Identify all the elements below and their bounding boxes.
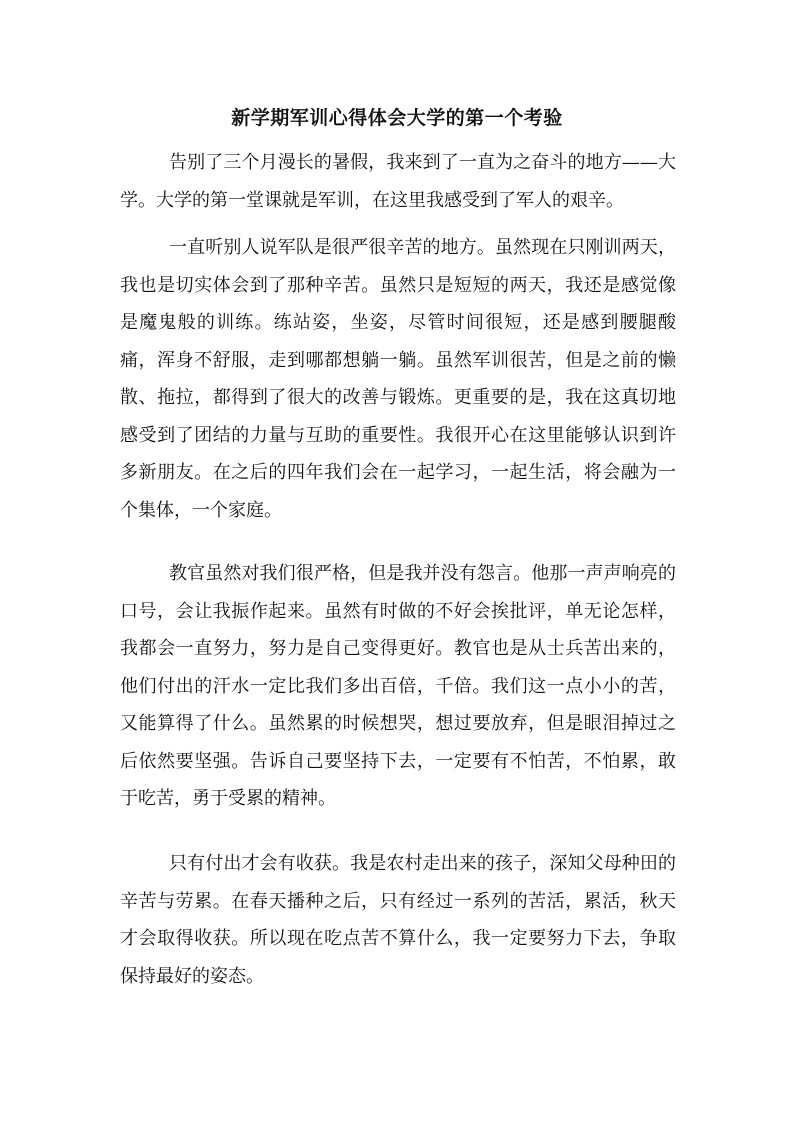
paragraph-1: 告别了三个月漫长的暑假，我来到了一直为之奋斗的地方——大学。大学的第一堂课就是军训，在这里我感受到了军人的艰辛。 xyxy=(120,152,676,211)
paragraph-3: 教官虽然对我们很严格，但是我并没有怨言。他那一声声响亮的口号，会让我振作起来。虽然有时做的不好会挨批评，单无论怎样，我都会一直努力，努力是自己变得更好。教官也是从士兵苦出来的，他们付出的汗水一定比我们多出百倍，千倍。我们这一点小小的苦，又能算得了什么。虽然累的时候想哭，想过要放弃，但是眼泪掉过之后依然要坚强。告诉自己要坚持下去，一定要有不怕苦，不怕累，敢于吃苦，勇于受累的精神。 xyxy=(120,563,676,809)
document-title: 新学期军训心得体会大学的第一个考验 xyxy=(231,107,563,129)
paragraph-2: 一直听别人说军队是很严很辛苦的地方。虽然现在只刚训两天，我也是切实体会到了那种辛苦。虽然只是短短的两天，我还是感觉像是魔鬼般的训练。练站姿，坐姿，尽管时间很短，还是感到腰腿酸痛，浑身不舒服，走到哪都想躺一躺。虽然军训很苦，但是之前的懒散、拖拉，都得到了很大的改善与锻炼。更重要的是，我在这真切地感受到了团结的力量与互助的重要性。我很开心在这里能够认识到许多新朋友。在之后的四年我们会在一起学习，一起生活，将会融为一个集体，一个家庭。 xyxy=(120,237,676,521)
paragraph-4: 只有付出才会有收获。我是农村走出来的孩子，深知父母种田的辛苦与劳累。在春天播种之后，只有经过一系列的苦活，累活，秋天才会取得收获。所以现在吃点苦不算什么，我一定要努力下去，争取保持最好的姿态。 xyxy=(120,853,676,987)
